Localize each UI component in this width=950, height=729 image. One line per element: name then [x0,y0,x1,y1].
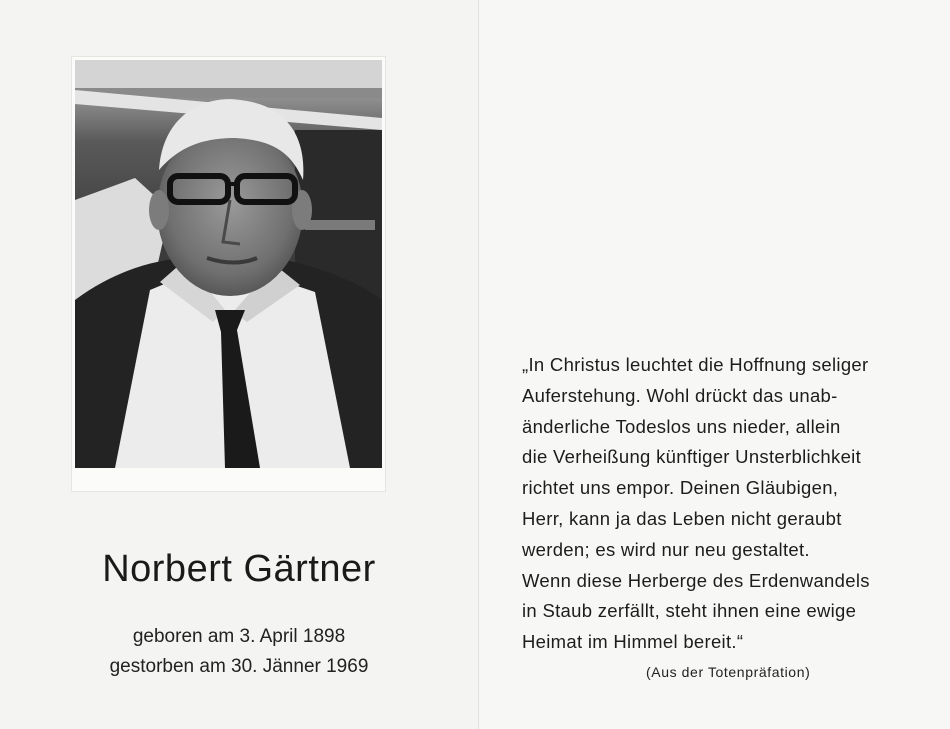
quote-line: in Staub zerfällt, steht ihnen eine ewige [522,600,857,622]
quote-line: „In Christus leuchtet die Hoffnung seliger [522,354,869,375]
quote-source: (Aus der Totenpräfation) [646,664,811,680]
quote-line: Herr, kann ja das Leben nicht geraubt [522,507,842,529]
birth-date: geboren am 3. April 1898 [132,626,346,647]
portrait-photo [75,60,382,468]
quote-line: änderliche Todeslos uns nieder, allein [522,415,841,437]
life-dates [0,622,478,682]
quote-line: Wenn diese Herberge des Erdenwandels [522,569,870,591]
quote-line: richtet uns empor. Deinen Gläubigen, [522,477,839,499]
death-date: gestorben am 30. Jänner 1969 [109,656,369,677]
deceased-name: Norbert Gärtner [102,548,376,590]
prayer-quote [522,350,922,658]
quote-line: Heimat im Himmel bereit.“ [522,631,744,653]
quote-line: die Verheißung künftiger Unsterblichkeit [522,446,862,468]
photo-mount [72,57,385,491]
quote-line: Auferstehung. Wohl drückt das unab- [522,384,838,406]
quote-line: werden; es wird nur neu gestaltet. [522,538,810,560]
portrait-photo-icon [75,60,382,468]
